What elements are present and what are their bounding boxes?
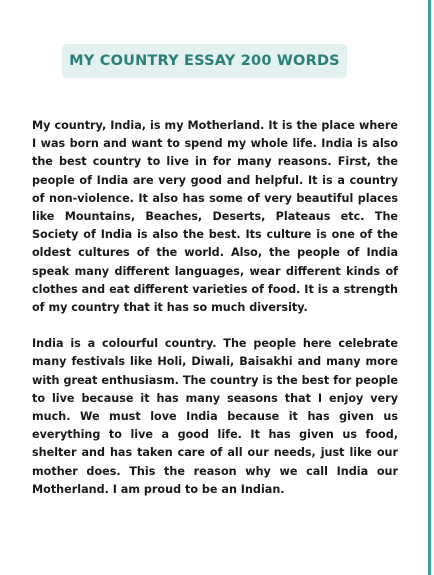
page-title: MY COUNTRY ESSAY 200 WORDS bbox=[69, 53, 340, 69]
title-banner bbox=[62, 44, 347, 78]
essay-paragraph-1: My country, India, is my Motherland. It is the place where I was born and want to spend my whole life. India is also the best country to live in for many reasons. First, the people of India are very good and helpful. It is a country of non-violence. It also has some of very beautiful places like Mountains, Beaches, Deserts, Plateaus etc. The Society of India is also the best. Its culture is one of the oldest cultures of the world. Also, the people of India speak many different languages, wear different kinds of clothes and eat different varieties of food. It is a strength of my country that it has so much diversity. bbox=[32, 119, 398, 315]
essay-paragraph-2: India is a colourful country. The people here celebrate many festivals like Holi, Diwali, Baisakhi and many more with great enthusiasm. The country is the best for people to live because it has many seasons that I enjoy very much. We must love India because it has given us everything to live a good life. It has given us food, shelter and has taken care of all our needs, just like our mother does. This the reason why we call India our Motherland. I am proud to be an Indian. bbox=[32, 337, 398, 496]
right-border-rule bbox=[428, 0, 431, 575]
essay-body bbox=[32, 117, 398, 499]
